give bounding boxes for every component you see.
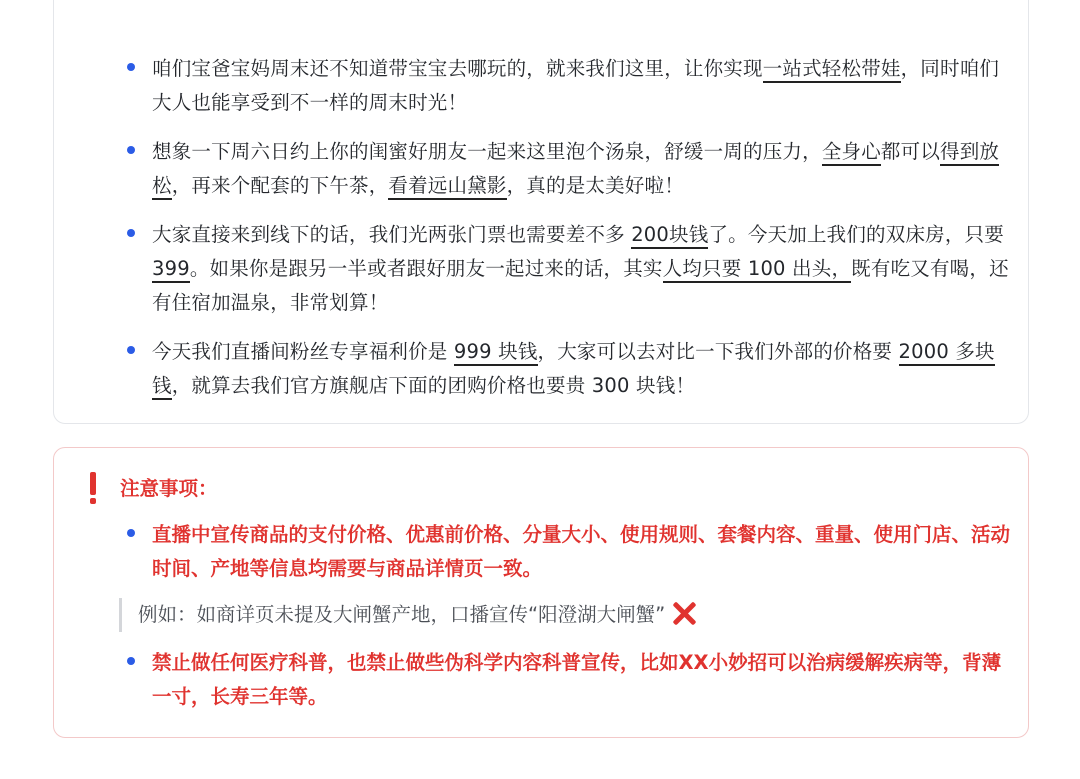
bullet-dot [127, 657, 135, 665]
bullet-dot [127, 229, 135, 237]
underlined-text: 得到放松 [152, 140, 999, 200]
underlined-text: 2000 多块钱 [152, 340, 995, 400]
item-text: 都可以 [880, 140, 941, 163]
item-text: ，真的是太美好啦！ [506, 174, 684, 197]
underlined-text: 全身心 [822, 140, 881, 166]
example-text: 例如：如商详页未提及大闸蟹产地，口播宣传“阳澄湖大闸蟹” [138, 603, 666, 626]
underlined-text: 一站式轻松带娃 [763, 57, 901, 83]
notice-item: 禁止做任何医疗科普，也禁止做些伪科学内容科普宣传，比如XX小妙招可以治病缓解疾病等，背薄一寸，长寿三年等。 [152, 651, 1002, 708]
list-item [152, 135, 1012, 203]
item-text: 既有吃又有喝，还有住宿加温泉，非常划算！ [152, 257, 1009, 314]
item-text: 咱们宝爸宝妈周末还不知道带宝宝去哪玩的，就来我们这里，让你实现 [152, 57, 763, 80]
item-text: ，同时咱们大人也能享受到不一样的周末时光！ [152, 57, 1000, 114]
underlined-text: 399 [152, 257, 190, 283]
underlined-text: 200块钱 [631, 223, 708, 249]
bullet-dot [127, 146, 135, 154]
item-text: 今天我们直播间粉丝专享福利价是 [152, 340, 454, 363]
item-text: 大家直接来到线下的话，我们光两张门票也需要差不多 [152, 223, 632, 246]
list-item [152, 52, 1012, 120]
item-text: 。如果你是跟另一半或者跟好朋友一起过来的话，其实 [189, 257, 663, 280]
bullet-dot [127, 346, 135, 354]
underlined-text: 999 块钱 [454, 340, 538, 366]
list-item [152, 335, 1012, 403]
item-text: ，就算去我们官方旗舰店下面的团购价格也要贵 300 块钱！ [171, 374, 696, 397]
bullet-dot [127, 63, 135, 71]
cross-mark-icon [671, 600, 697, 626]
bullet-dot [127, 529, 135, 537]
list-item [152, 218, 1012, 320]
item-text: ，大家可以去对比一下我们外部的价格要 [537, 340, 899, 363]
example-quote [119, 598, 697, 632]
item-text: 了。今天加上我们的双床房，只要 [708, 223, 1004, 246]
notice-item: 直播中宣传商品的支付价格、优惠前价格、分量大小、使用规则、套餐内容、重量、使用门店、活动时间、产地等信息均需要与商品详情页一致。 [152, 523, 1011, 580]
underlined-text: 人均只要 100 出头， [663, 257, 852, 283]
exclamation-icon [85, 470, 101, 506]
item-text: 想象一下周六日约上你的闺蜜好朋友一起来这里泡个汤泉，舒缓一周的压力， [152, 140, 822, 163]
item-text: ，再来个配套的下午茶， [171, 174, 389, 197]
underlined-text: 看着远山黛影 [388, 174, 506, 200]
notice-title: 注意事项： [120, 477, 218, 500]
